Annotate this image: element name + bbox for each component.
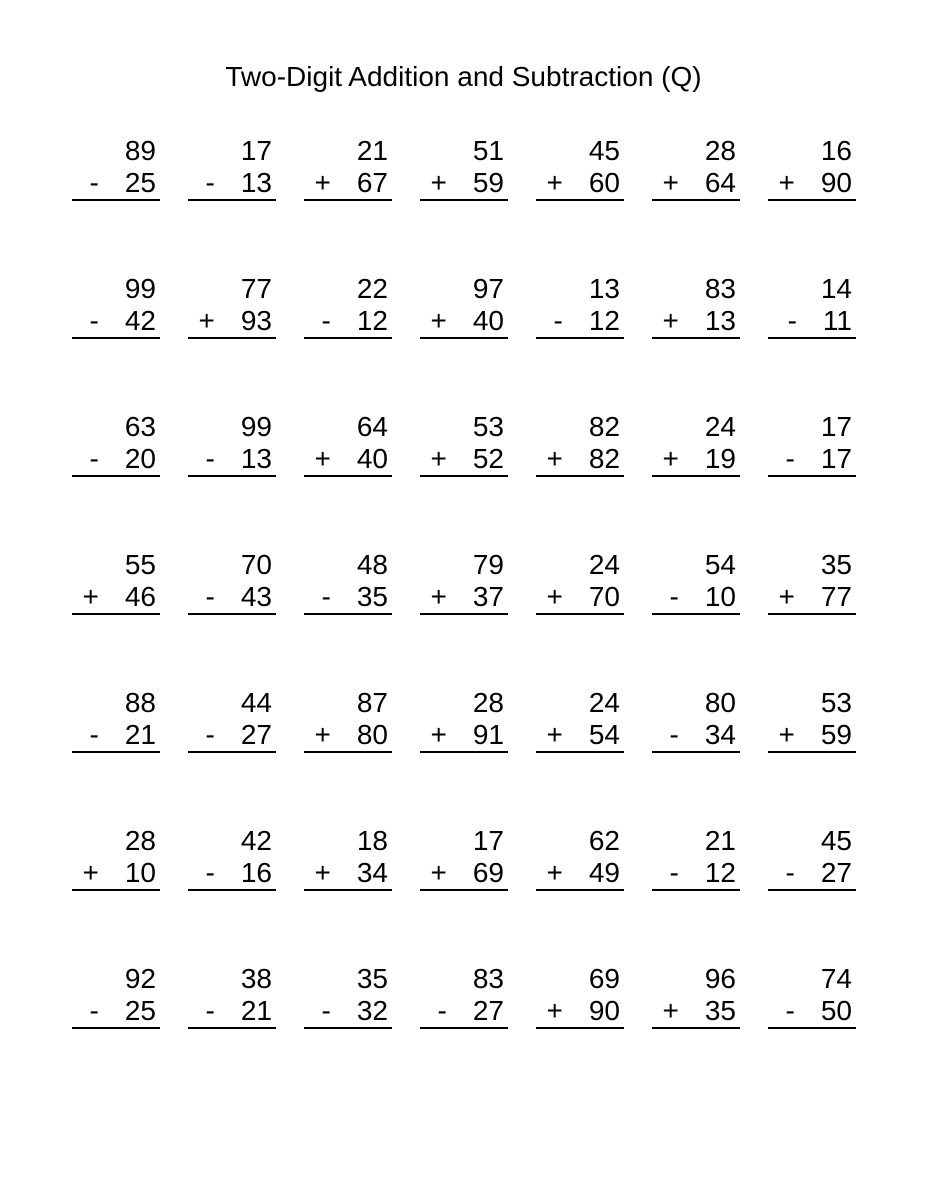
math-problem (304, 687, 392, 753)
bottom-operand: 69 (472, 857, 504, 888)
operator-row (72, 443, 160, 475)
bottom-operand: 64 (704, 167, 736, 198)
operator-sign: - (89, 995, 99, 1026)
operator-sign: + (82, 857, 99, 888)
operator-row (420, 167, 508, 199)
operator-row (188, 719, 276, 751)
operator-row (304, 167, 392, 199)
operator-sign: + (314, 857, 331, 888)
bottom-operand: 21 (124, 719, 156, 750)
math-problem (72, 549, 160, 615)
operator-row (652, 995, 740, 1027)
operator-sign: - (785, 443, 795, 474)
bottom-operand: 13 (240, 167, 272, 198)
answer-line (304, 475, 392, 477)
math-problem (304, 825, 392, 891)
answer-line (768, 199, 856, 201)
bottom-operand: 46 (124, 581, 156, 612)
operator-sign: + (430, 305, 447, 336)
bottom-operand: 35 (704, 995, 736, 1026)
math-problem (304, 273, 392, 339)
top-operand: 44 (240, 687, 272, 718)
answer-line (536, 613, 624, 615)
math-problem (536, 273, 624, 339)
operator-sign: + (778, 167, 795, 198)
worksheet-title: Two-Digit Addition and Subtraction (Q) (225, 61, 702, 92)
operator-row (420, 581, 508, 613)
math-problem (188, 687, 276, 753)
operator-sign: - (89, 719, 99, 750)
top-operand: 13 (588, 273, 620, 304)
answer-line (652, 613, 740, 615)
bottom-operand: 59 (820, 719, 852, 750)
math-problem (72, 273, 160, 339)
answer-line (304, 337, 392, 339)
bottom-operand: 42 (124, 305, 156, 336)
bottom-operand: 40 (472, 305, 504, 336)
answer-line (420, 613, 508, 615)
operator-row (652, 857, 740, 889)
operator-sign: + (778, 719, 795, 750)
operator-row (188, 305, 276, 337)
operator-row (536, 719, 624, 751)
top-operand: 17 (472, 825, 504, 856)
top-operand: 79 (472, 549, 504, 580)
bottom-operand: 12 (704, 857, 736, 888)
bottom-operand: 37 (472, 581, 504, 612)
top-operand: 35 (356, 963, 388, 994)
bottom-operand: 27 (240, 719, 272, 750)
operator-sign: + (430, 443, 447, 474)
operator-row (188, 857, 276, 889)
bottom-operand: 59 (472, 167, 504, 198)
operator-row (72, 719, 160, 751)
bottom-operand: 17 (820, 443, 852, 474)
bottom-operand: 50 (820, 995, 852, 1026)
operator-row (768, 719, 856, 751)
math-problem (420, 411, 508, 477)
bottom-operand: 25 (124, 167, 156, 198)
operator-sign: - (205, 995, 215, 1026)
top-operand: 64 (356, 411, 388, 442)
operator-sign: + (314, 167, 331, 198)
operator-sign: + (546, 443, 563, 474)
operator-row (768, 995, 856, 1027)
top-operand: 28 (704, 135, 736, 166)
answer-line (768, 889, 856, 891)
answer-line (768, 1027, 856, 1029)
operator-sign: - (785, 857, 795, 888)
math-problem (536, 687, 624, 753)
operator-sign: + (430, 857, 447, 888)
bottom-operand: 25 (124, 995, 156, 1026)
bottom-operand: 43 (240, 581, 272, 612)
math-problem (420, 825, 508, 891)
bottom-operand: 13 (704, 305, 736, 336)
operator-row (188, 167, 276, 199)
operator-sign: + (662, 167, 679, 198)
operator-sign: + (778, 581, 795, 612)
operator-row (536, 857, 624, 889)
operator-row (652, 719, 740, 751)
math-problem (420, 135, 508, 201)
bottom-operand: 34 (356, 857, 388, 888)
bottom-operand: 60 (588, 167, 620, 198)
answer-line (72, 889, 160, 891)
math-problem (768, 411, 856, 477)
answer-line (188, 199, 276, 201)
bottom-operand: 52 (472, 443, 504, 474)
top-operand: 87 (356, 687, 388, 718)
operator-sign: - (321, 581, 331, 612)
math-problem (652, 963, 740, 1029)
top-operand: 99 (124, 273, 156, 304)
top-operand: 92 (124, 963, 156, 994)
math-problem (304, 549, 392, 615)
operator-sign: + (546, 995, 563, 1026)
answer-line (72, 751, 160, 753)
operator-row (420, 305, 508, 337)
bottom-operand: 12 (356, 305, 388, 336)
bottom-operand: 13 (240, 443, 272, 474)
bottom-operand: 19 (704, 443, 736, 474)
answer-line (420, 199, 508, 201)
operator-row (536, 995, 624, 1027)
answer-line (536, 199, 624, 201)
operator-row (72, 857, 160, 889)
operator-row (768, 305, 856, 337)
top-operand: 16 (820, 135, 852, 166)
operator-row (652, 443, 740, 475)
operator-row (652, 167, 740, 199)
top-operand: 17 (820, 411, 852, 442)
operator-row (768, 857, 856, 889)
operator-sign: + (546, 857, 563, 888)
operator-sign: - (205, 167, 215, 198)
operator-sign: - (669, 581, 679, 612)
math-problem (420, 273, 508, 339)
operator-sign: - (89, 167, 99, 198)
top-operand: 17 (240, 135, 272, 166)
answer-line (304, 1027, 392, 1029)
answer-line (420, 1027, 508, 1029)
operator-sign: - (669, 857, 679, 888)
operator-sign: + (314, 719, 331, 750)
operator-row (768, 581, 856, 613)
problems-grid (72, 135, 856, 1029)
math-problem (652, 825, 740, 891)
top-operand: 21 (356, 135, 388, 166)
answer-line (188, 337, 276, 339)
math-problem (768, 825, 856, 891)
bottom-operand: 40 (356, 443, 388, 474)
operator-row (768, 167, 856, 199)
answer-line (652, 1027, 740, 1029)
math-problem (72, 411, 160, 477)
top-operand: 77 (240, 273, 272, 304)
operator-sign: + (662, 305, 679, 336)
math-problem (304, 135, 392, 201)
bottom-operand: 91 (472, 719, 504, 750)
operator-sign: + (546, 167, 563, 198)
top-operand: 51 (472, 135, 504, 166)
operator-row (72, 995, 160, 1027)
bottom-operand: 82 (588, 443, 620, 474)
math-problem (188, 411, 276, 477)
math-problem (536, 135, 624, 201)
top-operand: 99 (240, 411, 272, 442)
answer-line (768, 751, 856, 753)
operator-row (536, 581, 624, 613)
answer-line (72, 1027, 160, 1029)
answer-line (72, 199, 160, 201)
answer-line (536, 1027, 624, 1029)
bottom-operand: 80 (356, 719, 388, 750)
operator-row (420, 995, 508, 1027)
top-operand: 48 (356, 549, 388, 580)
top-operand: 45 (588, 135, 620, 166)
math-problem (72, 963, 160, 1029)
math-problem (536, 963, 624, 1029)
top-operand: 96 (704, 963, 736, 994)
math-problem (72, 135, 160, 201)
operator-row (304, 719, 392, 751)
answer-line (188, 1027, 276, 1029)
bottom-operand: 32 (356, 995, 388, 1026)
answer-line (304, 751, 392, 753)
math-problem (536, 549, 624, 615)
operator-sign: + (546, 581, 563, 612)
math-problem (768, 273, 856, 339)
operator-row (304, 857, 392, 889)
bottom-operand: 10 (124, 857, 156, 888)
answer-line (72, 613, 160, 615)
operator-row (304, 581, 392, 613)
math-problem (768, 963, 856, 1029)
operator-row (420, 857, 508, 889)
answer-line (72, 337, 160, 339)
answer-line (768, 613, 856, 615)
math-problem (72, 687, 160, 753)
operator-sign: - (89, 443, 99, 474)
math-problem (188, 135, 276, 201)
top-operand: 45 (820, 825, 852, 856)
operator-row (188, 581, 276, 613)
answer-line (304, 613, 392, 615)
top-operand: 42 (240, 825, 272, 856)
bottom-operand: 27 (472, 995, 504, 1026)
operator-sign: + (430, 719, 447, 750)
math-problem (536, 411, 624, 477)
math-problem (652, 687, 740, 753)
top-operand: 83 (472, 963, 504, 994)
operator-row (536, 167, 624, 199)
answer-line (652, 199, 740, 201)
bottom-operand: 12 (588, 305, 620, 336)
bottom-operand: 21 (240, 995, 272, 1026)
bottom-operand: 20 (124, 443, 156, 474)
answer-line (536, 475, 624, 477)
answer-line (188, 475, 276, 477)
bottom-operand: 35 (356, 581, 388, 612)
answer-line (420, 337, 508, 339)
top-operand: 70 (240, 549, 272, 580)
math-problem (188, 963, 276, 1029)
operator-sign: - (437, 995, 447, 1026)
operator-row (536, 443, 624, 475)
top-operand: 14 (820, 273, 852, 304)
bottom-operand: 10 (704, 581, 736, 612)
top-operand: 53 (472, 411, 504, 442)
answer-line (536, 889, 624, 891)
operator-sign: - (669, 719, 679, 750)
math-problem (420, 549, 508, 615)
operator-row (420, 443, 508, 475)
answer-line (188, 889, 276, 891)
bottom-operand: 49 (588, 857, 620, 888)
top-operand: 24 (704, 411, 736, 442)
operator-sign: - (321, 305, 331, 336)
top-operand: 35 (820, 549, 852, 580)
operator-row (652, 581, 740, 613)
operator-sign: + (430, 167, 447, 198)
bottom-operand: 70 (588, 581, 620, 612)
operator-sign: + (82, 581, 99, 612)
operator-sign: - (785, 995, 795, 1026)
operator-row (420, 719, 508, 751)
answer-line (188, 613, 276, 615)
bottom-operand: 16 (240, 857, 272, 888)
math-problem (652, 411, 740, 477)
answer-line (652, 889, 740, 891)
operator-sign: + (546, 719, 563, 750)
math-problem (768, 687, 856, 753)
top-operand: 80 (704, 687, 736, 718)
top-operand: 63 (124, 411, 156, 442)
top-operand: 89 (124, 135, 156, 166)
operator-sign: - (205, 581, 215, 612)
math-problem (304, 411, 392, 477)
answer-line (652, 337, 740, 339)
math-problem (768, 549, 856, 615)
answer-line (188, 751, 276, 753)
top-operand: 69 (588, 963, 620, 994)
answer-line (420, 751, 508, 753)
top-operand: 22 (356, 273, 388, 304)
operator-row (72, 581, 160, 613)
math-problem (652, 135, 740, 201)
bottom-operand: 77 (820, 581, 852, 612)
operator-row (72, 305, 160, 337)
top-operand: 28 (124, 825, 156, 856)
answer-line (768, 337, 856, 339)
bottom-operand: 90 (820, 167, 852, 198)
answer-line (72, 475, 160, 477)
answer-line (652, 751, 740, 753)
answer-line (768, 475, 856, 477)
operator-sign: + (430, 581, 447, 612)
top-operand: 21 (704, 825, 736, 856)
answer-line (420, 889, 508, 891)
answer-line (536, 337, 624, 339)
math-problem (652, 273, 740, 339)
math-problem (768, 135, 856, 201)
top-operand: 54 (704, 549, 736, 580)
math-problem (420, 687, 508, 753)
operator-row (188, 443, 276, 475)
operator-row (304, 995, 392, 1027)
answer-line (652, 475, 740, 477)
operator-sign: - (205, 443, 215, 474)
operator-row (304, 305, 392, 337)
top-operand: 97 (472, 273, 504, 304)
operator-sign: - (205, 857, 215, 888)
operator-row (304, 443, 392, 475)
operator-sign: - (205, 719, 215, 750)
top-operand: 24 (588, 687, 620, 718)
answer-line (304, 889, 392, 891)
bottom-operand: 67 (356, 167, 388, 198)
math-problem (420, 963, 508, 1029)
top-operand: 88 (124, 687, 156, 718)
top-operand: 74 (820, 963, 852, 994)
bottom-operand: 54 (588, 719, 620, 750)
operator-sign: + (314, 443, 331, 474)
top-operand: 82 (588, 411, 620, 442)
bottom-operand: 34 (704, 719, 736, 750)
answer-line (536, 751, 624, 753)
operator-sign: + (662, 995, 679, 1026)
operator-sign: - (89, 305, 99, 336)
operator-row (188, 995, 276, 1027)
operator-sign: + (198, 305, 215, 336)
operator-row (72, 167, 160, 199)
math-problem (188, 273, 276, 339)
top-operand: 62 (588, 825, 620, 856)
operator-sign: - (553, 305, 563, 336)
bottom-operand: 90 (588, 995, 620, 1026)
math-problem (304, 963, 392, 1029)
answer-line (420, 475, 508, 477)
top-operand: 53 (820, 687, 852, 718)
top-operand: 83 (704, 273, 736, 304)
operator-row (652, 305, 740, 337)
bottom-operand: 11 (822, 305, 852, 336)
operator-sign: - (321, 995, 331, 1026)
bottom-operand: 93 (240, 305, 272, 336)
math-problem (188, 549, 276, 615)
operator-row (536, 305, 624, 337)
bottom-operand: 27 (820, 857, 852, 888)
top-operand: 28 (472, 687, 504, 718)
operator-sign: - (787, 305, 797, 336)
answer-line (304, 199, 392, 201)
operator-row (768, 443, 856, 475)
operator-sign: + (662, 443, 679, 474)
top-operand: 38 (240, 963, 272, 994)
top-operand: 55 (124, 549, 156, 580)
top-operand: 24 (588, 549, 620, 580)
math-problem (188, 825, 276, 891)
top-operand: 18 (356, 825, 388, 856)
math-problem (652, 549, 740, 615)
math-problem (72, 825, 160, 891)
math-problem (536, 825, 624, 891)
